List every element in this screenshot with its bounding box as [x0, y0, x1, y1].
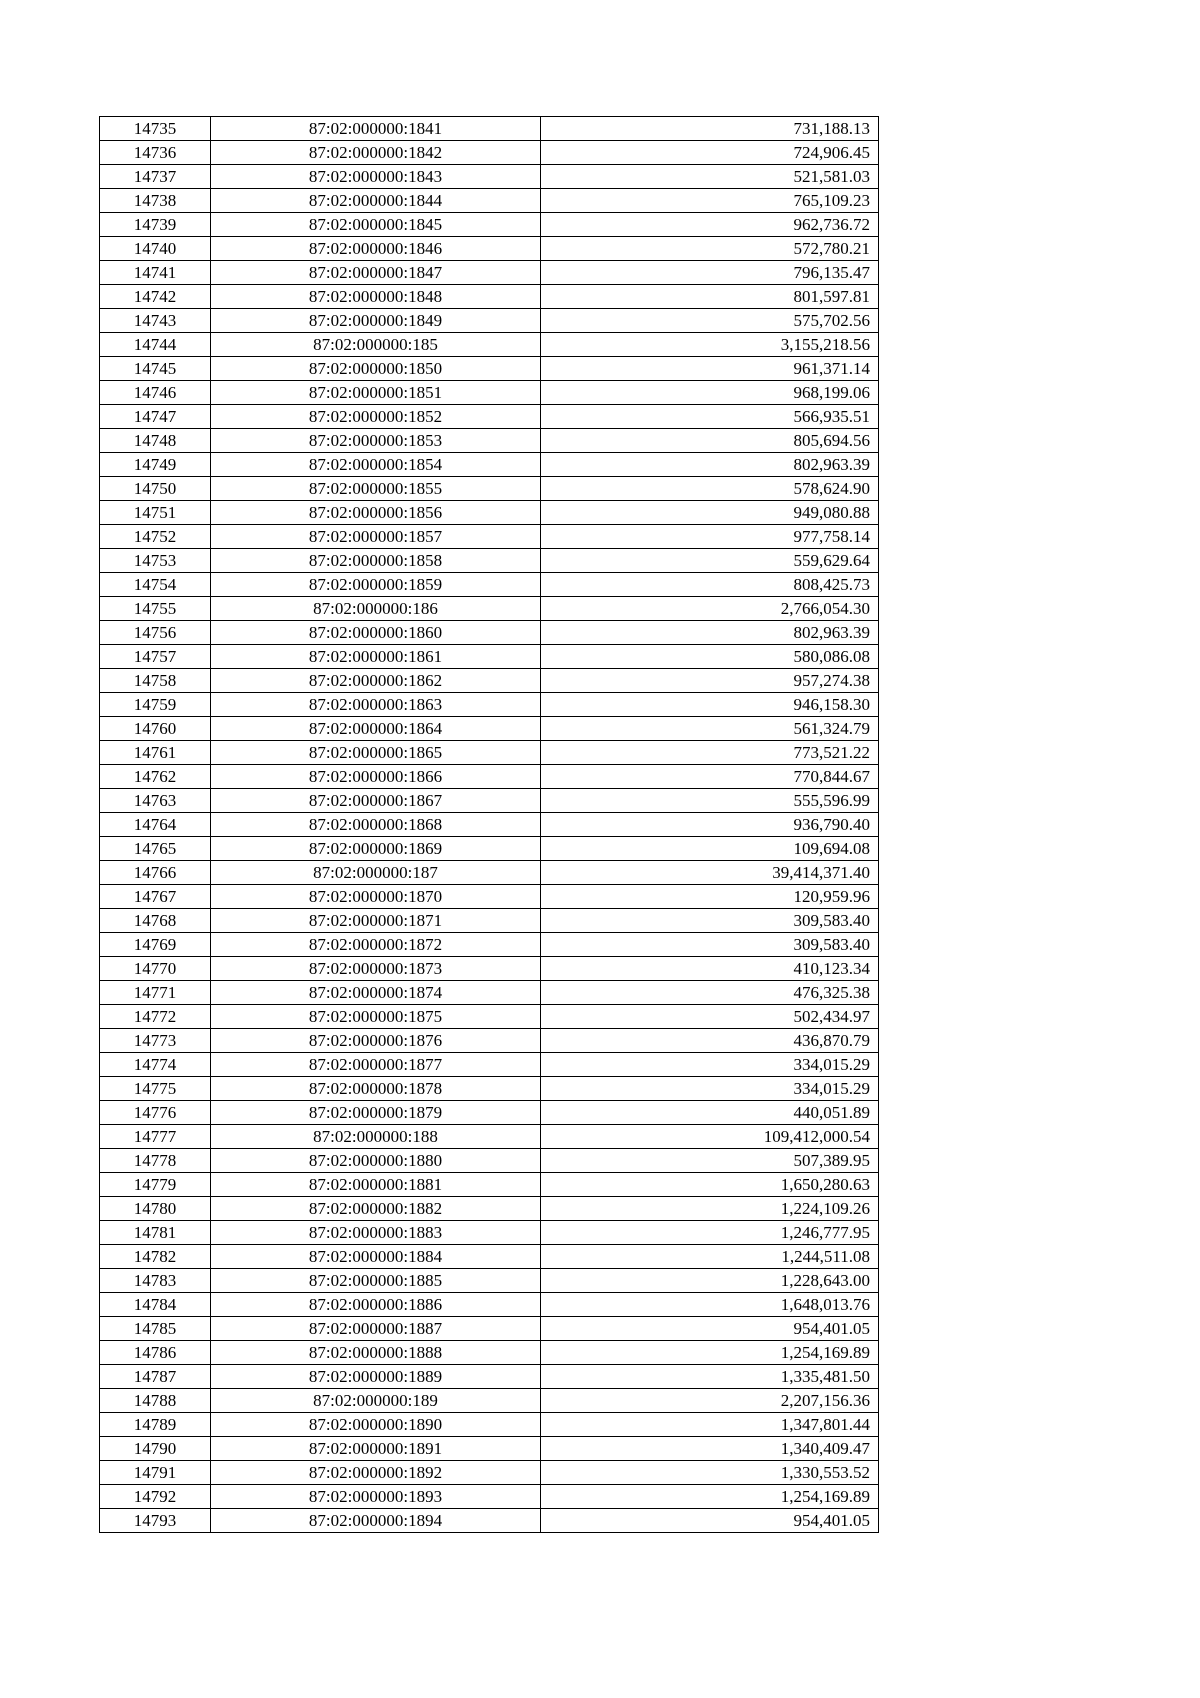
cadastral-number-cell: 87:02:000000:1892 — [211, 1461, 541, 1485]
cadastral-value-cell: 578,624.90 — [541, 477, 879, 501]
cadastral-value-cell: 1,228,643.00 — [541, 1269, 879, 1293]
row-number-cell: 14742 — [100, 285, 211, 309]
cadastral-number-cell: 87:02:000000:1849 — [211, 309, 541, 333]
table-row — [100, 213, 879, 237]
cadastral-number-cell: 87:02:000000:1888 — [211, 1341, 541, 1365]
cadastral-number-cell: 87:02:000000:185 — [211, 333, 541, 357]
cadastral-value-cell: 120,959.96 — [541, 885, 879, 909]
cadastral-number-cell: 87:02:000000:1843 — [211, 165, 541, 189]
row-number-cell: 14778 — [100, 1149, 211, 1173]
table-row — [100, 237, 879, 261]
table-row — [100, 1221, 879, 1245]
row-number-cell: 14748 — [100, 429, 211, 453]
table-row — [100, 861, 879, 885]
cadastral-value-cell: 808,425.73 — [541, 573, 879, 597]
cadastral-value-cell: 334,015.29 — [541, 1053, 879, 1077]
row-number-cell: 14773 — [100, 1029, 211, 1053]
cadastral-value-cell: 440,051.89 — [541, 1101, 879, 1125]
row-number-cell: 14749 — [100, 453, 211, 477]
cadastral-value-cell: 309,583.40 — [541, 933, 879, 957]
row-number-cell: 14736 — [100, 141, 211, 165]
table-row — [100, 429, 879, 453]
cadastral-number-cell: 87:02:000000:1858 — [211, 549, 541, 573]
table-row — [100, 1269, 879, 1293]
cadastral-number-cell: 87:02:000000:1880 — [211, 1149, 541, 1173]
cadastral-number-cell: 87:02:000000:1893 — [211, 1485, 541, 1509]
row-number-cell: 14786 — [100, 1341, 211, 1365]
row-number-cell: 14747 — [100, 405, 211, 429]
table-row — [100, 357, 879, 381]
row-number-cell: 14744 — [100, 333, 211, 357]
row-number-cell: 14758 — [100, 669, 211, 693]
cadastral-number-cell: 87:02:000000:1848 — [211, 285, 541, 309]
table-row — [100, 669, 879, 693]
cadastral-number-cell: 87:02:000000:1873 — [211, 957, 541, 981]
cadastral-value-cell: 1,340,409.47 — [541, 1437, 879, 1461]
table-row — [100, 1197, 879, 1221]
cadastral-value-cell: 410,123.34 — [541, 957, 879, 981]
table-row — [100, 165, 879, 189]
cadastral-number-cell: 87:02:000000:1877 — [211, 1053, 541, 1077]
cadastral-number-cell: 87:02:000000:1845 — [211, 213, 541, 237]
cadastral-value-cell: 954,401.05 — [541, 1509, 879, 1533]
row-number-cell: 14753 — [100, 549, 211, 573]
row-number-cell: 14790 — [100, 1437, 211, 1461]
row-number-cell: 14774 — [100, 1053, 211, 1077]
row-number-cell: 14771 — [100, 981, 211, 1005]
cadastral-number-cell: 87:02:000000:1865 — [211, 741, 541, 765]
cadastral-value-cell: 476,325.38 — [541, 981, 879, 1005]
cadastral-number-cell: 87:02:000000:1886 — [211, 1293, 541, 1317]
cadastral-number-cell: 87:02:000000:1841 — [211, 117, 541, 141]
cadastral-number-cell: 87:02:000000:1891 — [211, 1437, 541, 1461]
cadastral-value-cell: 580,086.08 — [541, 645, 879, 669]
row-number-cell: 14751 — [100, 501, 211, 525]
cadastral-value-cell: 962,736.72 — [541, 213, 879, 237]
cadastral-value-cell: 566,935.51 — [541, 405, 879, 429]
row-number-cell: 14788 — [100, 1389, 211, 1413]
cadastral-value-cell: 1,347,801.44 — [541, 1413, 879, 1437]
row-number-cell: 14759 — [100, 693, 211, 717]
table-row — [100, 1341, 879, 1365]
row-number-cell: 14762 — [100, 765, 211, 789]
row-number-cell: 14735 — [100, 117, 211, 141]
table-row — [100, 573, 879, 597]
row-number-cell: 14766 — [100, 861, 211, 885]
table-row — [100, 1149, 879, 1173]
cadastral-number-cell: 87:02:000000:1894 — [211, 1509, 541, 1533]
cadastral-number-cell: 87:02:000000:1889 — [211, 1365, 541, 1389]
row-number-cell: 14761 — [100, 741, 211, 765]
table-row — [100, 1101, 879, 1125]
table-row — [100, 453, 879, 477]
row-number-cell: 14745 — [100, 357, 211, 381]
table-row — [100, 885, 879, 909]
row-number-cell: 14764 — [100, 813, 211, 837]
cadastral-value-cell: 731,188.13 — [541, 117, 879, 141]
cadastral-value-cell: 436,870.79 — [541, 1029, 879, 1053]
row-number-cell: 14768 — [100, 909, 211, 933]
cadastral-value-cell: 1,648,013.76 — [541, 1293, 879, 1317]
cadastral-value-cell: 559,629.64 — [541, 549, 879, 573]
cadastral-value-cell: 502,434.97 — [541, 1005, 879, 1029]
cadastral-number-cell: 87:02:000000:186 — [211, 597, 541, 621]
cadastral-number-cell: 87:02:000000:1851 — [211, 381, 541, 405]
row-number-cell: 14793 — [100, 1509, 211, 1533]
cadastral-value-cell: 954,401.05 — [541, 1317, 879, 1341]
table-row — [100, 765, 879, 789]
table-row — [100, 1485, 879, 1509]
cadastral-number-cell: 87:02:000000:189 — [211, 1389, 541, 1413]
cadastral-value-cell: 575,702.56 — [541, 309, 879, 333]
cadastral-number-cell: 87:02:000000:1869 — [211, 837, 541, 861]
cadastral-number-cell: 87:02:000000:1853 — [211, 429, 541, 453]
cadastral-number-cell: 87:02:000000:1855 — [211, 477, 541, 501]
cadastral-number-cell: 87:02:000000:1879 — [211, 1101, 541, 1125]
cadastral-value-cell: 555,596.99 — [541, 789, 879, 813]
cadastral-value-cell: 765,109.23 — [541, 189, 879, 213]
table-row — [100, 837, 879, 861]
table-row — [100, 501, 879, 525]
cadastral-number-cell: 87:02:000000:1881 — [211, 1173, 541, 1197]
table-row — [100, 285, 879, 309]
cadastral-number-cell: 87:02:000000:1890 — [211, 1413, 541, 1437]
cadastral-value-cell: 961,371.14 — [541, 357, 879, 381]
cadastral-value-cell: 109,412,000.54 — [541, 1125, 879, 1149]
cadastral-value-cell: 949,080.88 — [541, 501, 879, 525]
table-row — [100, 1365, 879, 1389]
table-row — [100, 381, 879, 405]
cadastral-number-cell: 87:02:000000:1868 — [211, 813, 541, 837]
row-number-cell: 14750 — [100, 477, 211, 501]
table-row — [100, 261, 879, 285]
row-number-cell: 14739 — [100, 213, 211, 237]
row-number-cell: 14776 — [100, 1101, 211, 1125]
row-number-cell: 14738 — [100, 189, 211, 213]
table-row — [100, 1509, 879, 1533]
row-number-cell: 14777 — [100, 1125, 211, 1149]
row-number-cell: 14757 — [100, 645, 211, 669]
row-number-cell: 14772 — [100, 1005, 211, 1029]
cadastral-number-cell: 87:02:000000:1874 — [211, 981, 541, 1005]
row-number-cell: 14789 — [100, 1413, 211, 1437]
row-number-cell: 14752 — [100, 525, 211, 549]
cadastral-value-cell: 1,330,553.52 — [541, 1461, 879, 1485]
table-row — [100, 549, 879, 573]
table-row — [100, 1389, 879, 1413]
row-number-cell: 14754 — [100, 573, 211, 597]
cadastral-number-cell: 87:02:000000:1864 — [211, 717, 541, 741]
table-row — [100, 1413, 879, 1437]
table-row — [100, 981, 879, 1005]
row-number-cell: 14780 — [100, 1197, 211, 1221]
cadastral-number-cell: 87:02:000000:1867 — [211, 789, 541, 813]
cadastral-value-cell: 936,790.40 — [541, 813, 879, 837]
cadastral-number-cell: 87:02:000000:1882 — [211, 1197, 541, 1221]
cadastral-number-cell: 87:02:000000:1863 — [211, 693, 541, 717]
cadastral-number-cell: 87:02:000000:1862 — [211, 669, 541, 693]
cadastral-number-cell: 87:02:000000:1878 — [211, 1077, 541, 1101]
cadastral-value-cell: 773,521.22 — [541, 741, 879, 765]
cadastral-value-cell: 805,694.56 — [541, 429, 879, 453]
table-row — [100, 1173, 879, 1197]
cadastral-number-cell: 87:02:000000:1885 — [211, 1269, 541, 1293]
cadastral-number-cell: 87:02:000000:187 — [211, 861, 541, 885]
row-number-cell: 14746 — [100, 381, 211, 405]
row-number-cell: 14787 — [100, 1365, 211, 1389]
cadastral-value-cell: 801,597.81 — [541, 285, 879, 309]
table-row — [100, 333, 879, 357]
table-row — [100, 189, 879, 213]
row-number-cell: 14770 — [100, 957, 211, 981]
cadastral-number-cell: 87:02:000000:1852 — [211, 405, 541, 429]
table-row — [100, 1461, 879, 1485]
cadastral-number-cell: 87:02:000000:1850 — [211, 357, 541, 381]
cadastral-value-cell: 1,335,481.50 — [541, 1365, 879, 1389]
cadastral-number-cell: 87:02:000000:1876 — [211, 1029, 541, 1053]
table-row — [100, 597, 879, 621]
table-row — [100, 141, 879, 165]
cadastral-number-cell: 87:02:000000:1866 — [211, 765, 541, 789]
cadastral-number-cell: 87:02:000000:1871 — [211, 909, 541, 933]
cadastral-value-cell: 1,650,280.63 — [541, 1173, 879, 1197]
cadastral-number-cell: 87:02:000000:1884 — [211, 1245, 541, 1269]
table-row — [100, 645, 879, 669]
table-row — [100, 117, 879, 141]
row-number-cell: 14760 — [100, 717, 211, 741]
cadastral-number-cell: 87:02:000000:1856 — [211, 501, 541, 525]
row-number-cell: 14755 — [100, 597, 211, 621]
cadastral-number-cell: 87:02:000000:1842 — [211, 141, 541, 165]
cadastral-value-cell: 334,015.29 — [541, 1077, 879, 1101]
cadastral-value-cell: 521,581.03 — [541, 165, 879, 189]
row-number-cell: 14783 — [100, 1269, 211, 1293]
row-number-cell: 14741 — [100, 261, 211, 285]
row-number-cell: 14767 — [100, 885, 211, 909]
table-row — [100, 1005, 879, 1029]
table-row — [100, 1437, 879, 1461]
table-row — [100, 525, 879, 549]
cadastral-value-cell: 1,254,169.89 — [541, 1341, 879, 1365]
table-row — [100, 717, 879, 741]
row-number-cell: 14763 — [100, 789, 211, 813]
row-number-cell: 14792 — [100, 1485, 211, 1509]
cadastral-value-cell: 561,324.79 — [541, 717, 879, 741]
table-row — [100, 1245, 879, 1269]
cadastral-value-table — [99, 116, 879, 1533]
row-number-cell: 14779 — [100, 1173, 211, 1197]
table-row — [100, 1317, 879, 1341]
cadastral-number-cell: 87:02:000000:1883 — [211, 1221, 541, 1245]
row-number-cell: 14784 — [100, 1293, 211, 1317]
row-number-cell: 14781 — [100, 1221, 211, 1245]
cadastral-number-cell: 87:02:000000:1857 — [211, 525, 541, 549]
cadastral-value-cell: 109,694.08 — [541, 837, 879, 861]
cadastral-value-cell: 977,758.14 — [541, 525, 879, 549]
row-number-cell: 14785 — [100, 1317, 211, 1341]
table-row — [100, 477, 879, 501]
cadastral-value-cell: 1,244,511.08 — [541, 1245, 879, 1269]
cadastral-value-cell: 957,274.38 — [541, 669, 879, 693]
row-number-cell: 14737 — [100, 165, 211, 189]
cadastral-value-cell: 39,414,371.40 — [541, 861, 879, 885]
cadastral-value-cell: 796,135.47 — [541, 261, 879, 285]
cadastral-value-cell: 309,583.40 — [541, 909, 879, 933]
cadastral-number-cell: 87:02:000000:1875 — [211, 1005, 541, 1029]
cadastral-value-cell: 946,158.30 — [541, 693, 879, 717]
table-row — [100, 1029, 879, 1053]
table-row — [100, 909, 879, 933]
row-number-cell: 14743 — [100, 309, 211, 333]
row-number-cell: 14769 — [100, 933, 211, 957]
table-container — [99, 116, 879, 1533]
table-row — [100, 1293, 879, 1317]
cadastral-value-cell: 802,963.39 — [541, 621, 879, 645]
cadastral-value-cell: 3,155,218.56 — [541, 333, 879, 357]
table-row — [100, 813, 879, 837]
cadastral-number-cell: 87:02:000000:1847 — [211, 261, 541, 285]
cadastral-number-cell: 87:02:000000:1859 — [211, 573, 541, 597]
cadastral-number-cell: 87:02:000000:1846 — [211, 237, 541, 261]
table-body — [100, 117, 879, 1533]
table-row — [100, 789, 879, 813]
table-row — [100, 741, 879, 765]
cadastral-value-cell: 1,254,169.89 — [541, 1485, 879, 1509]
cadastral-number-cell: 87:02:000000:1844 — [211, 189, 541, 213]
cadastral-value-cell: 968,199.06 — [541, 381, 879, 405]
table-row — [100, 933, 879, 957]
table-row — [100, 621, 879, 645]
row-number-cell: 14756 — [100, 621, 211, 645]
table-row — [100, 957, 879, 981]
row-number-cell: 14740 — [100, 237, 211, 261]
cadastral-value-cell: 770,844.67 — [541, 765, 879, 789]
cadastral-number-cell: 87:02:000000:188 — [211, 1125, 541, 1149]
cadastral-value-cell: 724,906.45 — [541, 141, 879, 165]
cadastral-value-cell: 1,224,109.26 — [541, 1197, 879, 1221]
cadastral-value-cell: 2,766,054.30 — [541, 597, 879, 621]
cadastral-number-cell: 87:02:000000:1854 — [211, 453, 541, 477]
table-row — [100, 405, 879, 429]
cadastral-number-cell: 87:02:000000:1870 — [211, 885, 541, 909]
cadastral-value-cell: 2,207,156.36 — [541, 1389, 879, 1413]
table-row — [100, 693, 879, 717]
cadastral-number-cell: 87:02:000000:1860 — [211, 621, 541, 645]
row-number-cell: 14791 — [100, 1461, 211, 1485]
cadastral-number-cell: 87:02:000000:1872 — [211, 933, 541, 957]
table-row — [100, 1125, 879, 1149]
cadastral-value-cell: 1,246,777.95 — [541, 1221, 879, 1245]
row-number-cell: 14775 — [100, 1077, 211, 1101]
cadastral-number-cell: 87:02:000000:1887 — [211, 1317, 541, 1341]
cadastral-number-cell: 87:02:000000:1861 — [211, 645, 541, 669]
table-row — [100, 1077, 879, 1101]
table-row — [100, 1053, 879, 1077]
cadastral-value-cell: 507,389.95 — [541, 1149, 879, 1173]
table-row — [100, 309, 879, 333]
cadastral-value-cell: 802,963.39 — [541, 453, 879, 477]
row-number-cell: 14782 — [100, 1245, 211, 1269]
cadastral-value-cell: 572,780.21 — [541, 237, 879, 261]
row-number-cell: 14765 — [100, 837, 211, 861]
